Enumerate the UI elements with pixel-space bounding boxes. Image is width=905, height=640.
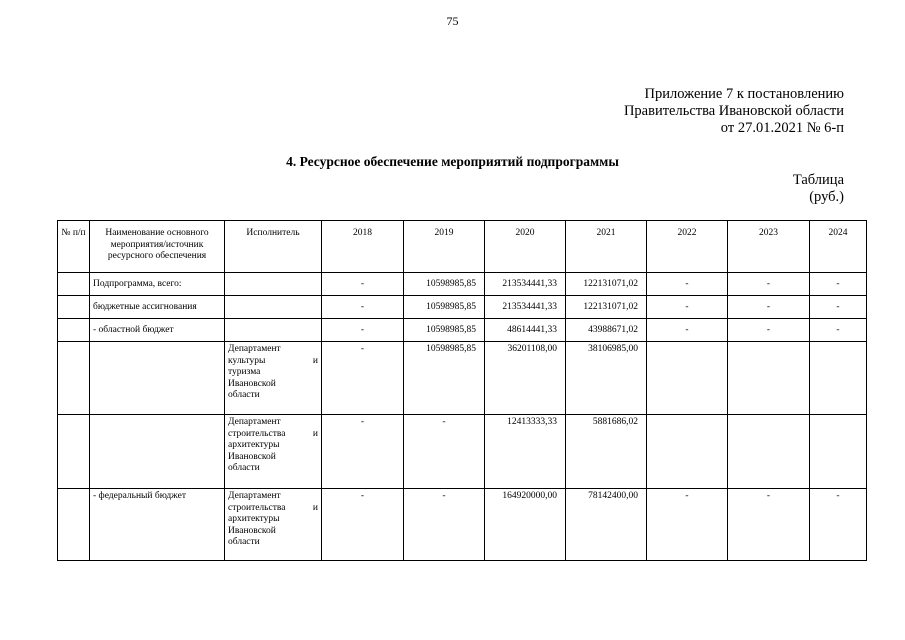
- cell-2018: -: [322, 342, 404, 415]
- executor-line: Департамент: [228, 491, 281, 501]
- cell-2018: -: [322, 273, 404, 296]
- header-2022: 2022: [647, 221, 728, 273]
- table-row: [58, 489, 867, 561]
- executor-line: области: [228, 463, 260, 473]
- executor-line: и: [312, 502, 318, 513]
- resource-table: [57, 220, 867, 561]
- cell-2021: 122131071,02: [566, 296, 647, 319]
- cell-num: [58, 489, 90, 561]
- header-2023: 2023: [728, 221, 810, 273]
- cell-2022: -: [647, 273, 728, 296]
- cell-2020: 164920000,00: [485, 489, 566, 561]
- cell-2019: -: [404, 415, 485, 489]
- cell-2020: 213534441,33: [485, 273, 566, 296]
- cell-2023: -: [728, 273, 810, 296]
- cell-2022: -: [647, 319, 728, 342]
- executor-line: архитектуры: [228, 514, 280, 524]
- header-num: № п/п: [58, 221, 90, 273]
- executor-line: Ивановской: [228, 525, 276, 536]
- cell-2021: 122131071,02: [566, 273, 647, 296]
- cell-executor: [225, 319, 322, 342]
- table-row: [58, 342, 867, 415]
- executor-line: и: [312, 355, 318, 366]
- cell-2022: [647, 342, 728, 415]
- cell-2018: -: [322, 489, 404, 561]
- cell-2024: [810, 342, 867, 415]
- executor-line: культуры: [228, 355, 266, 366]
- cell-2023: -: [728, 489, 810, 561]
- cell-num: [58, 342, 90, 415]
- executor-line: области: [228, 537, 260, 547]
- executor-line: строительства: [228, 428, 286, 439]
- cell-name: - федеральный бюджет: [90, 489, 225, 561]
- page-number: 75: [446, 14, 459, 28]
- cell-num: [58, 273, 90, 296]
- section-title: 4. Ресурсное обеспечение мероприятий подпрограммы: [286, 154, 619, 169]
- executor-line-pair: [228, 356, 318, 368]
- cell-num: [58, 415, 90, 489]
- executor-line: и: [312, 428, 318, 439]
- header-2021: 2021: [566, 221, 647, 273]
- cell-2024: [810, 415, 867, 489]
- cell-2020: 48614441,33: [485, 319, 566, 342]
- appendix-line-3: от 27.01.2021 № 6-п: [720, 120, 844, 136]
- executor-line: Ивановской: [228, 378, 276, 389]
- cell-2019: -: [404, 489, 485, 561]
- executor-line: Департамент: [228, 344, 281, 354]
- table-row: [58, 273, 867, 296]
- cell-executor: [225, 273, 322, 296]
- header-2024: 2024: [810, 221, 867, 273]
- header-2019: 2019: [404, 221, 485, 273]
- cell-2019: 10598985,85: [404, 273, 485, 296]
- cell-2024: -: [810, 489, 867, 561]
- table-caption-unit: (руб.): [809, 189, 844, 205]
- cell-2024: -: [810, 273, 867, 296]
- table-caption-label: Таблица: [792, 172, 844, 188]
- table-row: [58, 319, 867, 342]
- cell-executor: [225, 342, 322, 415]
- cell-2019: 10598985,85: [404, 296, 485, 319]
- cell-executor: [225, 415, 322, 489]
- cell-2020: 213534441,33: [485, 296, 566, 319]
- cell-2023: [728, 415, 810, 489]
- table-row: [58, 415, 867, 489]
- cell-name: [90, 342, 225, 415]
- cell-num: [58, 296, 90, 319]
- cell-2018: -: [322, 296, 404, 319]
- executor-line: Департамент: [228, 417, 281, 427]
- appendix-line-1: Приложение 7 к постановлению: [644, 86, 844, 102]
- cell-2021: 78142400,00: [566, 489, 647, 561]
- cell-num: [58, 319, 90, 342]
- executor-line-pair: [228, 429, 318, 441]
- header-2018: 2018: [322, 221, 404, 273]
- table-caption: [793, 172, 844, 206]
- cell-2023: -: [728, 319, 810, 342]
- cell-2024: -: [810, 296, 867, 319]
- header-executor: Исполнитель: [225, 221, 322, 273]
- cell-2018: -: [322, 415, 404, 489]
- executor-line: туризма: [228, 367, 261, 377]
- cell-2021: 43988671,02: [566, 319, 647, 342]
- appendix-line-2: Правительства Ивановской области: [623, 103, 844, 119]
- cell-2023: -: [728, 296, 810, 319]
- cell-2019: 10598985,85: [404, 319, 485, 342]
- cell-2023: [728, 342, 810, 415]
- cell-2024: -: [810, 319, 867, 342]
- cell-name: бюджетные ассигнования: [90, 296, 225, 319]
- cell-2022: -: [647, 489, 728, 561]
- executor-line: строительства: [228, 502, 286, 513]
- table-header-row: [58, 221, 867, 273]
- cell-executor: [225, 296, 322, 319]
- cell-2020: 12413333,33: [485, 415, 566, 489]
- cell-2022: -: [647, 296, 728, 319]
- executor-line: Ивановской: [228, 451, 276, 462]
- executor-line: архитектуры: [228, 440, 280, 450]
- appendix-note: [624, 86, 844, 137]
- cell-executor: [225, 489, 322, 561]
- cell-name: Подпрограмма, всего:: [90, 273, 225, 296]
- cell-2020: 36201108,00: [485, 342, 566, 415]
- cell-2022: [647, 415, 728, 489]
- cell-2021: 5881686,02: [566, 415, 647, 489]
- header-2020: 2020: [485, 221, 566, 273]
- cell-2018: -: [322, 319, 404, 342]
- cell-name: - областной бюджет: [90, 319, 225, 342]
- cell-name: [90, 415, 225, 489]
- header-name: Наименование основного мероприятия/источник ресурсного обеспечения: [90, 221, 225, 273]
- cell-2019: 10598985,85: [404, 342, 485, 415]
- table-row: [58, 296, 867, 319]
- cell-2021: 38106985,00: [566, 342, 647, 415]
- executor-line-pair: [228, 503, 318, 515]
- executor-line: области: [228, 390, 260, 400]
